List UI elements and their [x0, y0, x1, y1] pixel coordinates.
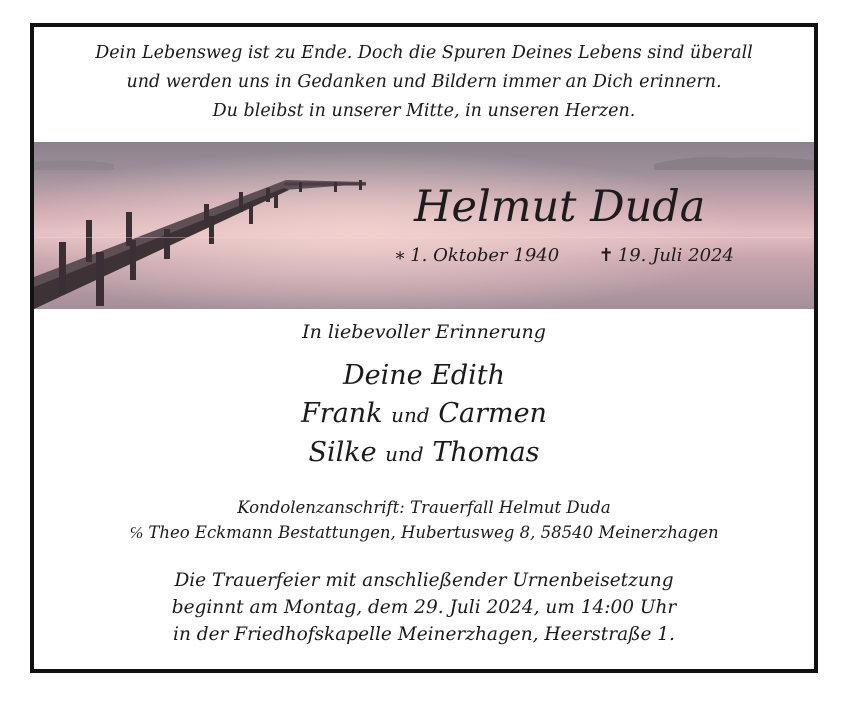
mourner-line — [34, 357, 814, 395]
condolence-line: Kondolenzanschrift: Trauerfall Helmut Duda — [237, 498, 611, 517]
memorial-quote — [34, 39, 814, 126]
death-date: 19. Juli 2024 — [617, 245, 734, 266]
birth-star-icon: ∗ — [394, 245, 407, 266]
condolence-address — [34, 495, 814, 545]
mourner-name: Carmen — [438, 398, 547, 429]
conjunction: und — [385, 442, 424, 466]
mourner-line — [34, 395, 814, 434]
obituary-frame — [30, 23, 818, 673]
quote-line: Du bleibst in unserer Mitte, in unseren Herzen. — [212, 101, 636, 121]
ceremony-line: Die Trauerfeier mit anschließender Urnenbeisetzung — [174, 570, 674, 591]
mourner-name: Deine Edith — [342, 360, 506, 391]
birth-date: 1. Oktober 1940 — [410, 245, 560, 266]
mourner-name: Silke — [308, 437, 377, 468]
jetty-sunset-banner — [34, 142, 814, 309]
death-cross-icon: ✝ — [598, 245, 614, 266]
mourner-line — [34, 434, 814, 473]
quote-line: Dein Lebensweg ist zu Ende. Doch die Spuren Deines Lebens sind überall — [95, 43, 753, 63]
mourner-name: Frank — [301, 398, 383, 429]
deceased-name: Helmut Duda — [414, 182, 706, 232]
ceremony-line: in der Friedhofskapelle Meinerzhagen, Heerstraße 1. — [173, 624, 675, 645]
conjunction: und — [391, 403, 430, 427]
ceremony-line: beginnt am Montag, dem 29. Juli 2024, um 14:00 Uhr — [171, 597, 677, 618]
life-dates — [394, 245, 734, 266]
mourner-name: Thomas — [432, 437, 540, 468]
memory-heading: In liebevoller Erinnerung — [302, 321, 546, 343]
mourners-list — [34, 357, 814, 473]
quote-line: und werden uns in Gedanken und Bildern immer an Dich erinnern. — [126, 72, 722, 92]
ceremony-info — [34, 567, 814, 648]
condolence-line: ℅ Theo Eckmann Bestattungen, Hubertusweg 8, 58540 Meinerzhagen — [129, 523, 719, 542]
